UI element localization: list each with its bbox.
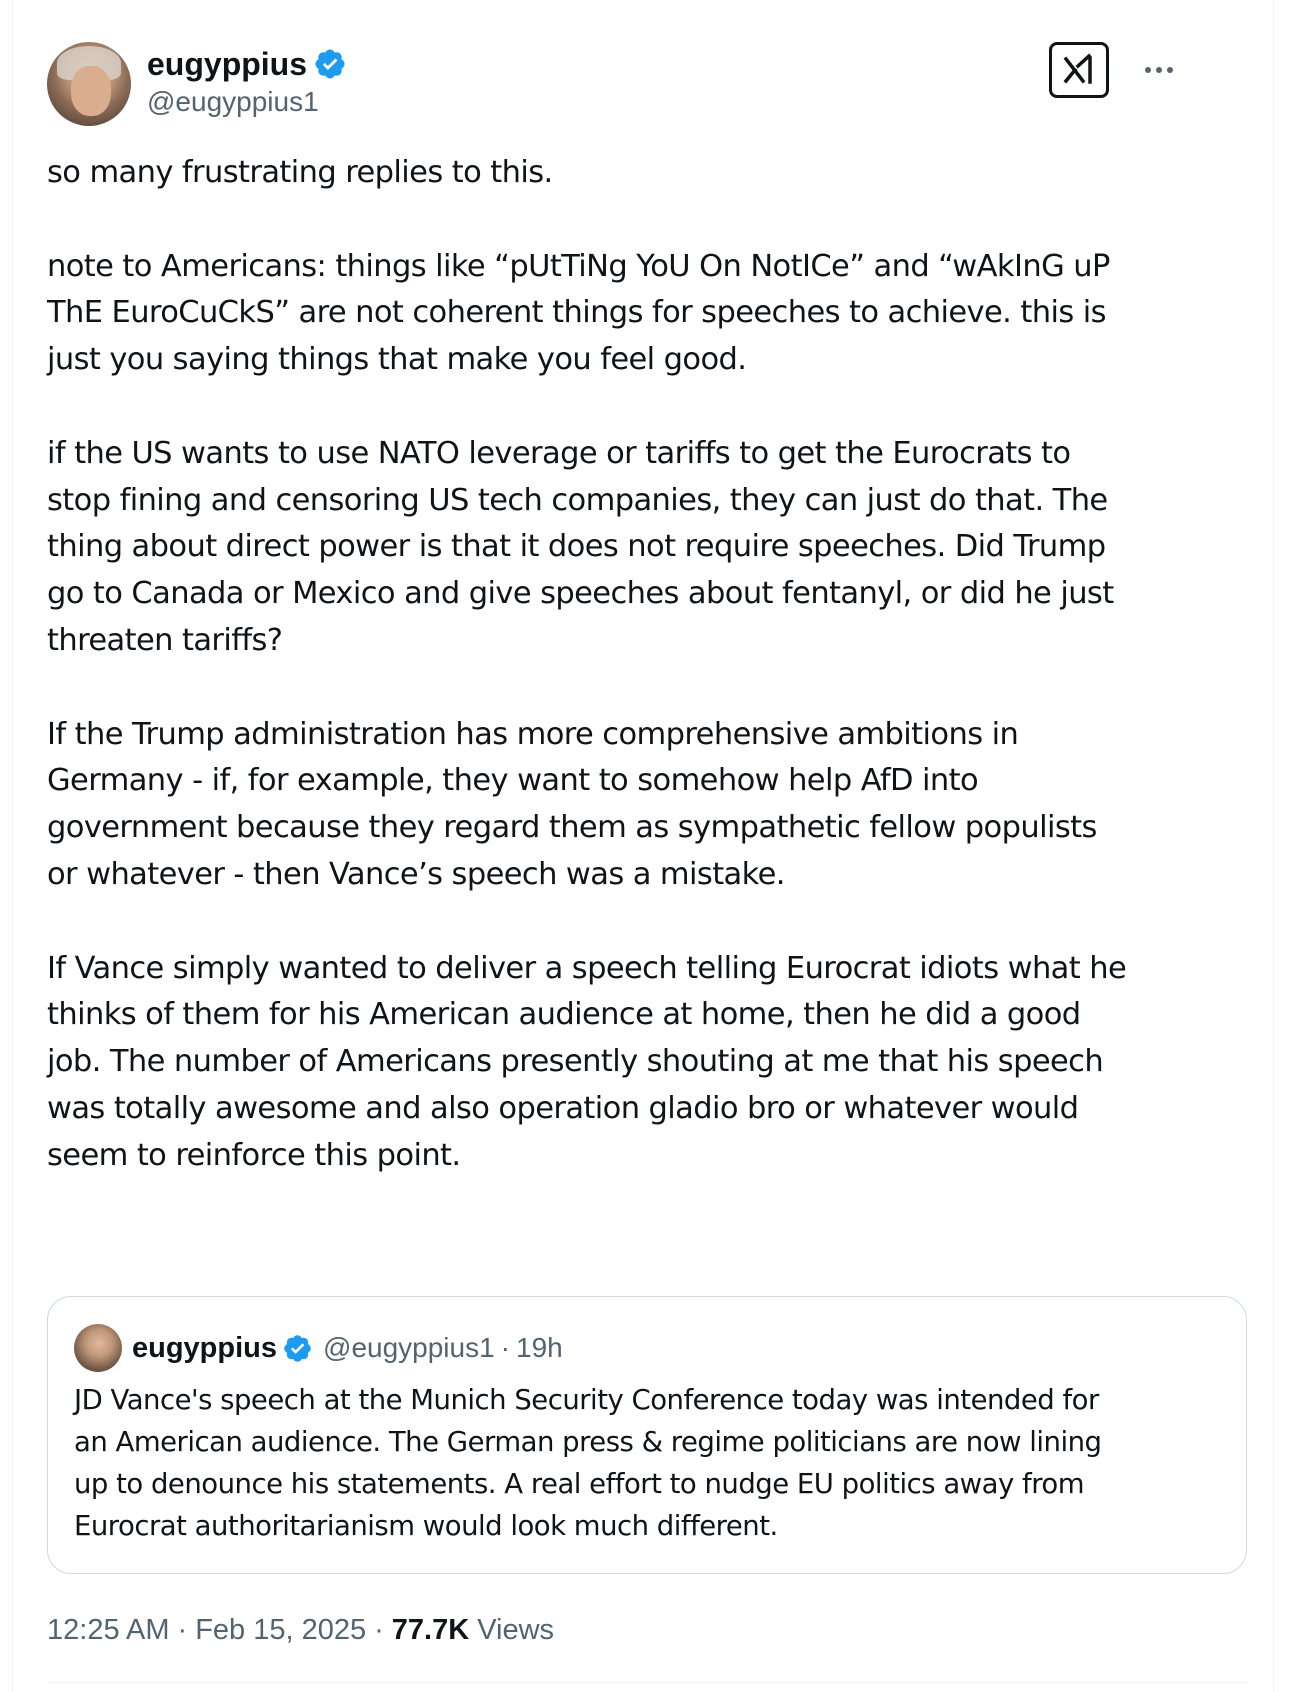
tweet-meta — [47, 1610, 554, 1650]
tweet-paragraph: if the US wants to use NATO leverage or tariffs to get the Eurocrats to stop fining and censoring US tech companies, they can just do that. The thing about direct power is that it does not require speeches. Did Trump go to Canada or Mexico and give speeches about fentanyl, or did he just threaten tariffs? — [47, 435, 1114, 658]
quoted-separator: · — [500, 1332, 510, 1363]
tweet-card — [12, 0, 1274, 1692]
tweet-paragraph: If Vance simply wanted to deliver a speech telling Eurocrat idiots what he thinks of them for his American audience at home, then he did a good job. The number of Americans presently shouting at me that his speech was totally awesome and also operation gladio bro or whatever would seem to reinforce this point. — [47, 950, 1127, 1173]
tweet-text — [47, 150, 1267, 1180]
verified-badge-icon — [282, 1333, 313, 1364]
more-icon-dot — [1156, 67, 1162, 73]
avatar[interactable] — [47, 42, 131, 126]
author-handle[interactable]: @eugyppius1 — [147, 86, 319, 117]
quoted-tweet-header — [74, 1323, 563, 1373]
more-icon-dot — [1167, 67, 1173, 73]
author-block — [147, 44, 347, 118]
more-icon-dot — [1145, 67, 1151, 73]
quoted-time: 19h — [516, 1332, 563, 1363]
views-label: Views — [477, 1613, 555, 1646]
verified-badge-icon — [313, 47, 347, 81]
author-name-row — [147, 44, 347, 84]
grok-button[interactable] — [1049, 42, 1109, 98]
author-display-name[interactable]: eugyppius — [147, 45, 308, 82]
quoted-avatar — [74, 1324, 122, 1372]
avatar-face — [71, 66, 111, 116]
quoted-tweet[interactable] — [47, 1296, 1247, 1574]
quoted-display-name: eugyppius — [132, 1331, 278, 1364]
divider — [47, 1682, 1247, 1683]
tweet-time[interactable]: 12:25 AM — [47, 1613, 170, 1646]
views-count[interactable]: 77.7K — [391, 1613, 470, 1646]
quoted-tweet-text: JD Vance's speech at the Munich Security Conference today was intended for an American audience. The German press & regime politicians are now lining up to denounce his statements. A real effort to nudge EU politics away from Eurocrat authoritarianism would look much different. — [74, 1384, 1102, 1542]
meta-separator: · — [374, 1613, 384, 1646]
grok-icon — [1059, 50, 1099, 90]
meta-separator: · — [177, 1613, 188, 1646]
quoted-handle: @eugyppius1 — [323, 1332, 495, 1363]
tweet-header — [47, 42, 1247, 132]
tweet-paragraph: note to Americans: things like “pUtTiNg YoU On NotICe” and “wAkInG uP ThE EuroCuCkS” are not coherent things for speeches to achieve. this is just you saying things that make you feel good. — [47, 248, 1110, 378]
tweet-paragraph: If the Trump administration has more comprehensive ambitions in Germany - if, for example, they want to somehow help AfD into government because they regard them as sympathetic fellow populists or whatever - then Vance’s speech was a mistake. — [47, 716, 1097, 892]
tweet-paragraph: so many frustrating replies to this. — [47, 155, 553, 190]
more-options-button[interactable] — [1137, 52, 1181, 88]
tweet-date[interactable]: Feb 15, 2025 — [195, 1613, 367, 1646]
